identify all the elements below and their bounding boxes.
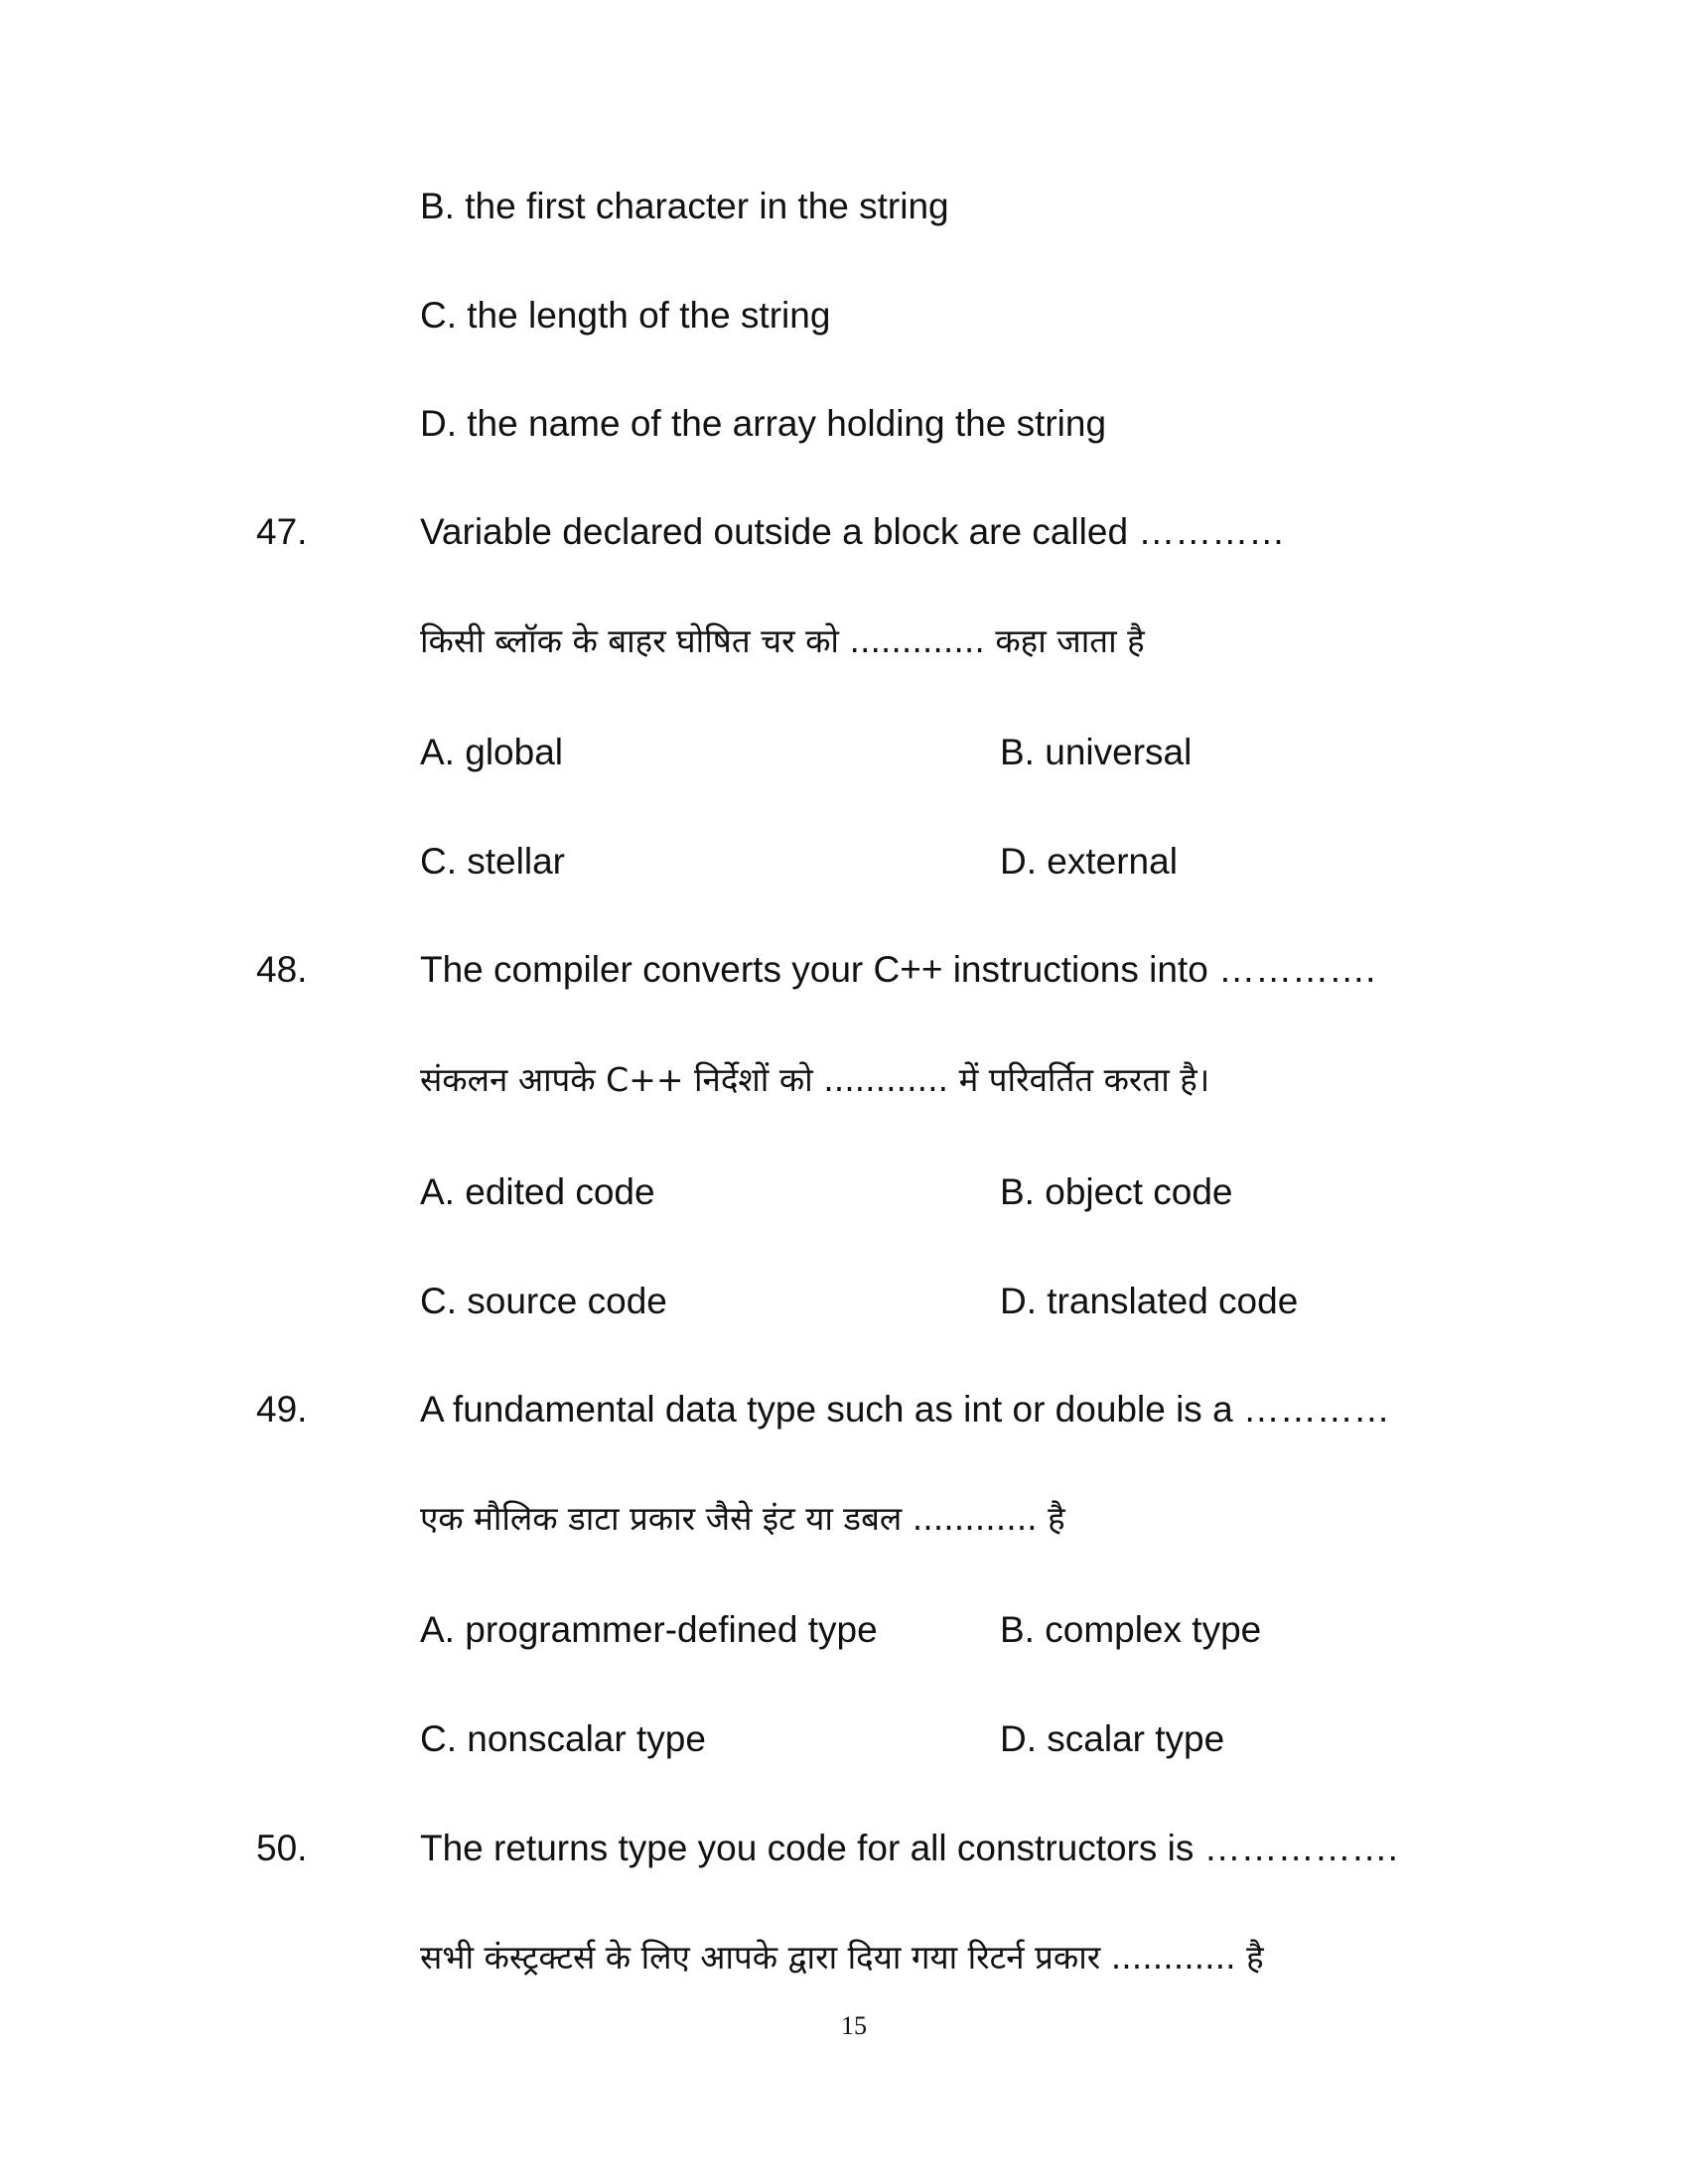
question-text-english: A fundamental data type such as int or double is a ………… [420, 1389, 1390, 1430]
option-c: C. stellar [420, 841, 565, 882]
question-text-hindi: संकलन आपके C++ निर्देशों को ............ में परिवर्तित करता है। [420, 1060, 1210, 1099]
question-number: 50. [256, 1828, 308, 1868]
option-b: B. complex type [1000, 1609, 1262, 1650]
page-number: 15 [841, 2011, 867, 2040]
question-text-hindi: किसी ब्लॉक के बाहर घोषित चर को ............. कहा जाता है [420, 621, 1145, 660]
question-number: 49. [256, 1389, 308, 1430]
option-a: A. edited code [420, 1171, 655, 1212]
option-d: D. external [1000, 841, 1178, 882]
option-d: D. scalar type [1000, 1718, 1225, 1759]
question-text-english: Variable declared outside a block are called ………… [420, 511, 1286, 552]
question-text-hindi: सभी कंस्ट्रक्टर्स के लिए आपके द्वारा दिया गया रिटर्न प्रकार ............ है [420, 1938, 1264, 1977]
option-a: A. global [420, 732, 563, 772]
question-text-english: The compiler converts your C++ instructions into …………. [420, 949, 1376, 990]
option-b-carryover: B. the first character in the string [420, 186, 949, 226]
option-d: D. translated code [1000, 1281, 1299, 1321]
option-b: B. object code [1000, 1171, 1233, 1212]
question-text-hindi: एक मौलिक डाटा प्रकार जैसे इंट या डबल ............ है [420, 1499, 1065, 1538]
option-a: A. programmer-defined type [420, 1609, 878, 1650]
question-text-english: The returns type you code for all constructors is ……………. [420, 1828, 1398, 1868]
option-b: B. universal [1000, 732, 1193, 772]
question-number: 48. [256, 949, 308, 990]
question-number: 47. [256, 511, 308, 552]
option-c-carryover: C. the length of the string [420, 295, 831, 336]
option-c: C. source code [420, 1281, 667, 1321]
option-d-carryover: D. the name of the array holding the string [420, 403, 1107, 444]
option-c: C. nonscalar type [420, 1718, 706, 1759]
